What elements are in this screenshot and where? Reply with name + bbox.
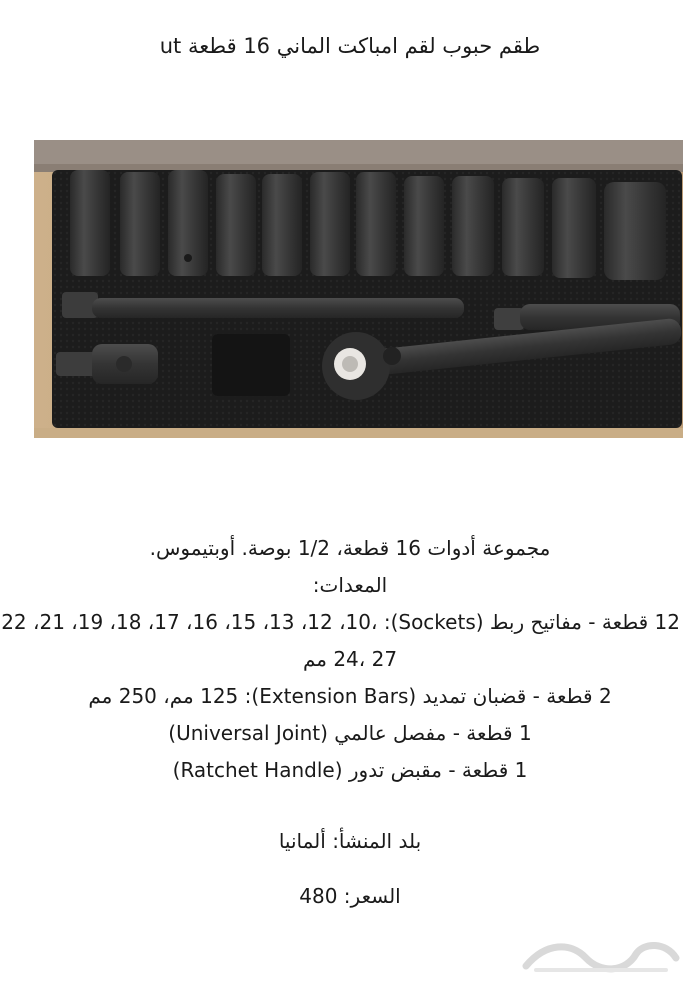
price-line: السعر: 480 — [299, 884, 401, 908]
socket — [604, 182, 666, 280]
socket — [404, 176, 444, 276]
haraj-watermark-logo — [516, 932, 686, 978]
universal-joint-line: 1 قطعة - مفصل عالمي (Universal Joint) — [168, 721, 532, 745]
sockets-line-continued: 27 ،24 مم — [302, 647, 398, 671]
socket — [70, 170, 110, 276]
sockets-line: 12 قطعة - مفاتيح ربط (Sockets): ،22 ،21 ،19 ،18 ،17 ،16 ،15 ،13 ،12 ،10 — [1, 610, 680, 634]
sockets-row — [70, 170, 666, 280]
socket — [552, 178, 596, 278]
listing-title: طقم حبوب لقم امباكت الماني 16 قطعة ut — [159, 34, 541, 58]
socket — [502, 178, 544, 276]
socket — [452, 176, 494, 276]
socket — [356, 172, 396, 276]
origin-line: بلد المنشأ: ألمانيا — [278, 829, 422, 853]
equipment-heading: المعدات: — [312, 573, 388, 597]
intro-line: مجموعة أدوات 16 قطعة، 1/2 بوصة. أوبتيموس. — [149, 536, 551, 560]
socket — [120, 172, 160, 276]
socket — [262, 174, 302, 276]
product-photo — [34, 140, 683, 438]
ratchet-handle-line: 1 قطعة - مقبض تدور (Ratchet Handle) — [172, 758, 528, 782]
listing-description — [1, 530, 680, 915]
tool-case-image — [34, 140, 683, 438]
watermark-icon — [516, 932, 686, 978]
empty-slot — [212, 334, 290, 396]
extension-bars-line: 2 قطعة - قضبان تمديد (Extension Bars): 125 مم، 250 مم — [88, 684, 612, 708]
socket — [310, 172, 350, 276]
socket — [216, 174, 256, 276]
